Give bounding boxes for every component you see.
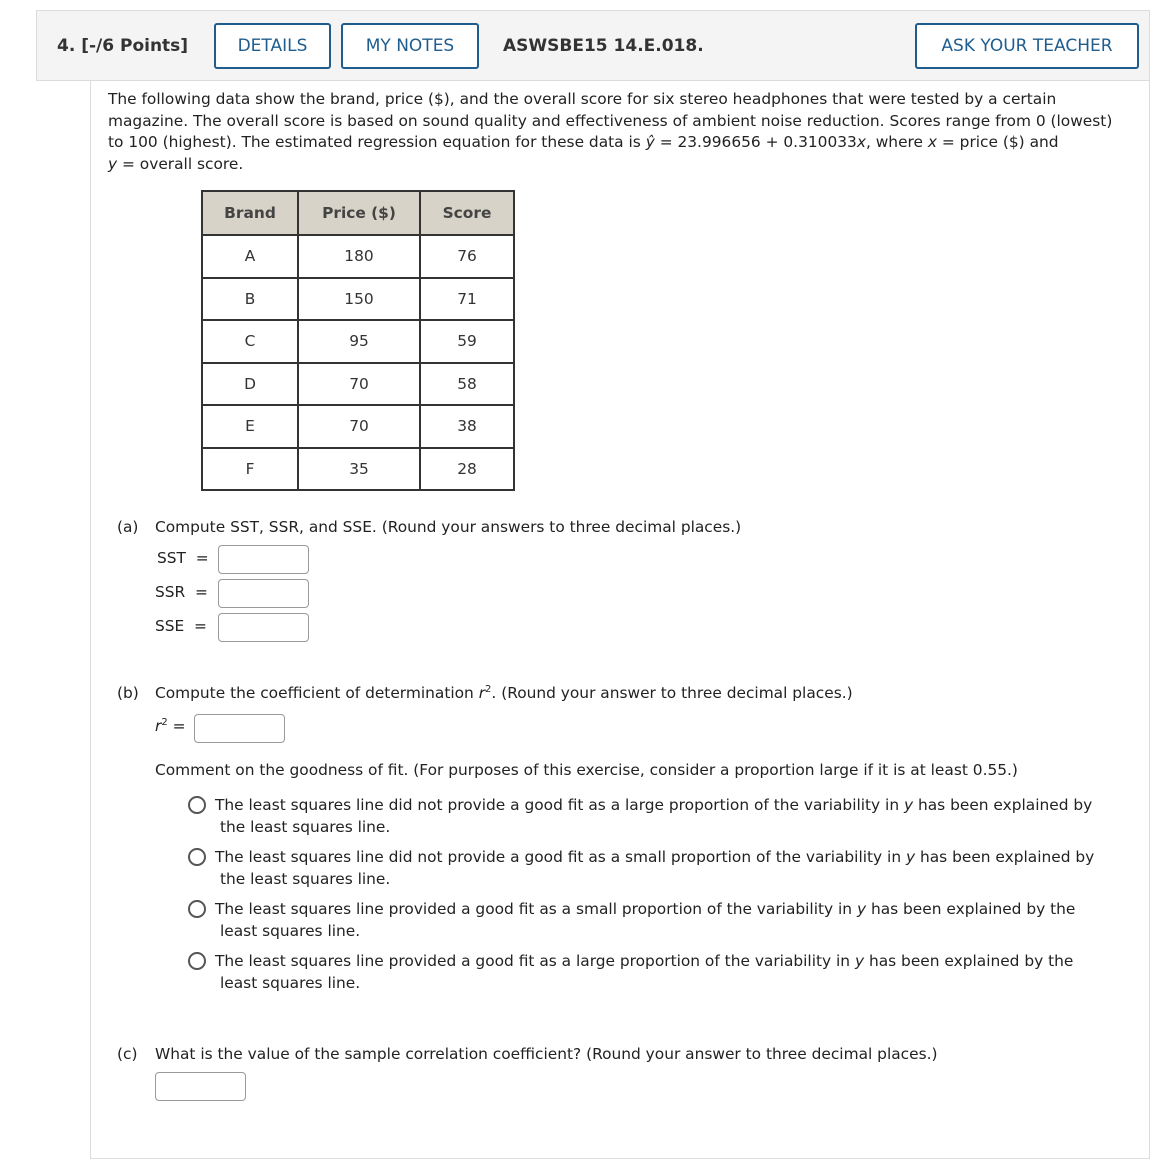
column-header-score: Score [420,191,514,235]
option-text: The least squares line provided a good fit as a small proportion of the variability in y has been explained by the least squares line. [215,900,1076,940]
part-b-prompt: Compute the coefficient of determination $r^2$. (Round your answer to three decimal places.) [155,684,853,703]
option-text: The least squares line provided a good fit as a large proportion of the variability in y has been explained by the least squares line. [215,952,1074,992]
goodness-of-fit-comment: Comment on the goodness of fit. (For purposes of this exercise, consider a proportion large if it is at least 0.55.) [155,761,1018,779]
table-row [202,320,514,363]
r-squared-input[interactable] [194,714,285,743]
radio-button[interactable] [188,900,206,918]
question-header [36,10,1150,81]
option-text: The least squares line did not provide a good fit as a small proportion of the variability in y has been explained by the least squares line. [215,848,1095,888]
sse-input[interactable] [218,613,309,642]
brand-cell: E [202,405,298,448]
radio-button[interactable] [188,848,206,866]
score-cell: 58 [420,363,514,406]
table-row [202,405,514,448]
part-a-label: (a) [117,518,139,536]
table-row [202,448,514,491]
sst-input[interactable] [218,545,309,574]
my-notes-button[interactable]: MY NOTES [341,23,479,69]
option-text: The least squares line did not provide a good fit as a large proportion of the variability in y has been explained by the least squares line. [215,796,1093,836]
correlation-input[interactable] [155,1072,246,1101]
price-cell: 35 [298,448,420,491]
price-cell: 95 [298,320,420,363]
ssr-input[interactable] [218,579,309,608]
table-row [202,363,514,406]
r-squared-label: $r^2$ = [155,717,186,736]
radio-button[interactable] [188,796,206,814]
score-cell: 38 [420,405,514,448]
score-cell: 76 [420,235,514,278]
table-header-row [202,191,514,235]
brand-cell: B [202,278,298,321]
brand-cell: C [202,320,298,363]
details-button[interactable]: DETAILS [214,23,331,69]
sse-label: SSE = [155,617,207,635]
score-cell: 28 [420,448,514,491]
score-cell: 59 [420,320,514,363]
price-cell: 70 [298,363,420,406]
sst-label: SST = [157,549,209,567]
brand-cell: F [202,448,298,491]
problem-code: ASWSBE15 14.E.018. [503,36,704,56]
question-number: 4. [-/6 Points] [57,36,189,56]
column-header-brand: Brand [202,191,298,235]
part-c-label: (c) [117,1045,138,1063]
part-c-prompt: What is the value of the sample correlation coefficient? (Round your answer to three decimal places.) [155,1045,938,1063]
brand-cell: A [202,235,298,278]
headphones-data-table [201,190,515,491]
radio-button[interactable] [188,952,206,970]
part-b-label: (b) [117,684,139,702]
price-cell: 150 [298,278,420,321]
table-row [202,278,514,321]
ssr-label: SSR = [155,583,208,601]
score-cell: 71 [420,278,514,321]
part-a-prompt: Compute SST, SSR, and SSE. (Round your answers to three decimal places.) [155,518,742,536]
brand-cell: D [202,363,298,406]
ask-teacher-button[interactable]: ASK YOUR TEACHER [915,23,1139,69]
table-row [202,235,514,278]
problem-statement: The following data show the brand, price ($), and the overall score for six stereo headphones that were tested by a certain magazine. The overall score is based on sound quality and effectiveness of ambient noise reduction. Scores range from 0 (lowest) to 100 (highest). The estimated regression equation for these data is ŷ = 23.996656 + 0.310033x, where x = price ($) and y = overall score. [108,90,1113,173]
price-cell: 180 [298,235,420,278]
price-cell: 70 [298,405,420,448]
column-header-price: Price ($) [298,191,420,235]
